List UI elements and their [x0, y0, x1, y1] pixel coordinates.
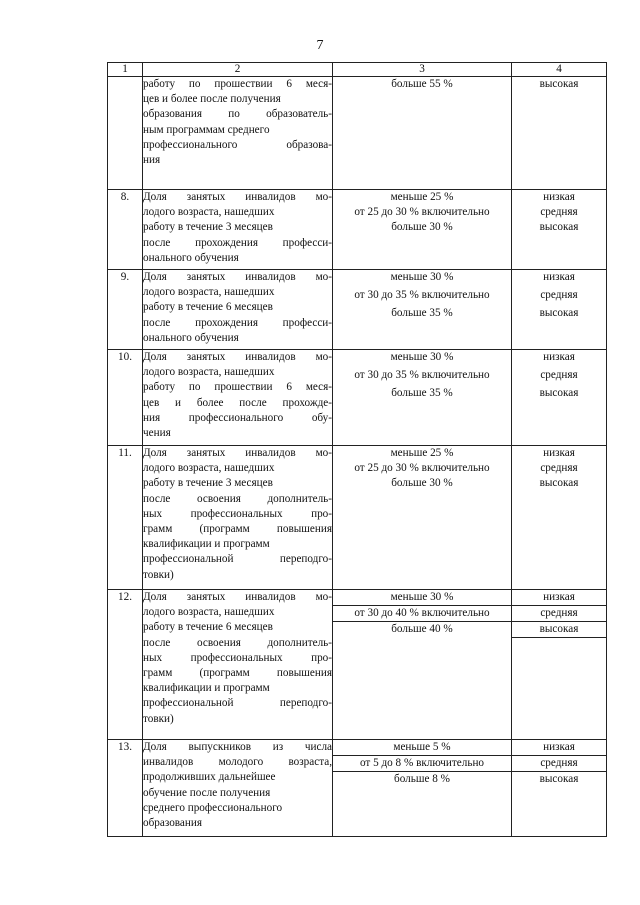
row-values	[333, 590, 512, 740]
header-col-3: 3	[333, 63, 512, 77]
value-text: от 30 до 35 % включительно	[354, 369, 490, 382]
desc-line: ным программам среднего	[143, 123, 270, 136]
table-row	[108, 77, 607, 190]
row-description	[143, 77, 333, 190]
desc-line: Доля занятых инвалидов мо-	[143, 591, 332, 603]
row-description	[143, 350, 333, 446]
desc-line: образования	[143, 817, 203, 830]
desc-line: профессиональной переподго-	[143, 697, 332, 710]
level-text: средняя	[540, 206, 578, 219]
desc-line: обучение после получения	[143, 786, 271, 799]
row-number: 13.	[108, 740, 143, 837]
table-row	[108, 740, 607, 837]
table-header-row	[108, 63, 607, 77]
level-text: высокая	[539, 773, 579, 785]
desc-line: онального обучения	[143, 251, 239, 264]
desc-line: после прохождения професси-	[143, 236, 332, 249]
row-number: 10.	[108, 350, 143, 446]
desc-line: лодого возраста, нашедших	[143, 206, 275, 219]
desc-line: ных профессиональных про-	[143, 507, 332, 520]
level-text: низкая	[543, 191, 575, 203]
row-number	[108, 77, 143, 190]
level-text: низкая	[512, 590, 606, 606]
value-text: от 5 до 8 % включительно	[333, 756, 511, 772]
desc-line: цев и более после получения	[143, 93, 281, 106]
desc-line: грамм (программ повышения	[143, 523, 332, 536]
header-col-1: 1	[108, 63, 143, 77]
desc-line: работу в течение 6 месяцев	[143, 621, 273, 634]
desc-line: лодого возраста, нашедших	[143, 606, 275, 619]
row-levels	[512, 270, 607, 350]
row-description	[143, 590, 333, 740]
row-description	[143, 740, 333, 837]
value-text: меньше 25 %	[390, 191, 454, 203]
indicator-table	[107, 62, 607, 837]
desc-line: после освоения дополнитель-	[143, 636, 332, 649]
row-values	[333, 740, 512, 837]
level-text: высокая	[539, 387, 579, 400]
desc-line: лодого возраста, нашедших	[143, 286, 275, 299]
value-text: от 30 до 40 % включительно	[333, 606, 511, 622]
value-text: меньше 30 %	[333, 590, 511, 606]
desc-line: работу по прошествии 6 меся-	[143, 78, 332, 90]
desc-line: работу в течение 3 месяцев	[143, 221, 273, 234]
row-values	[333, 77, 512, 190]
desc-line: грамм (программ повышения	[143, 667, 332, 680]
desc-line: Доля занятых инвалидов мо-	[143, 351, 332, 363]
table-row	[108, 270, 607, 350]
desc-line: продолживших дальнейшее	[143, 771, 276, 784]
value-text: больше 30 %	[391, 477, 453, 490]
table-row	[108, 590, 607, 740]
desc-line: товки)	[143, 712, 174, 725]
level-text: средняя	[540, 369, 578, 382]
level-text: высокая	[539, 78, 579, 90]
level-text: средняя	[512, 756, 606, 772]
level-text: высокая	[512, 622, 606, 638]
desc-line: лодого возраста, нашедших	[143, 366, 275, 379]
desc-line: профессиональной переподго-	[143, 553, 332, 566]
desc-line: профессионального образова-	[143, 138, 332, 151]
row-number: 12.	[108, 590, 143, 740]
level-text: высокая	[539, 477, 579, 490]
desc-line: среднего профессионального	[143, 801, 283, 814]
value-text: больше 35 %	[391, 307, 453, 320]
header-col-2: 2	[143, 63, 333, 77]
row-description	[143, 270, 333, 350]
value-text: меньше 30 %	[390, 351, 454, 363]
desc-line: после освоения дополнитель-	[143, 492, 332, 505]
level-text: средняя	[540, 289, 578, 302]
level-text: низкая	[512, 740, 606, 756]
value-text: меньше 25 %	[390, 447, 454, 459]
level-text: средняя	[540, 462, 578, 475]
desc-line: квалификации и программ	[143, 538, 270, 551]
value-text: больше 30 %	[391, 221, 453, 234]
row-levels	[512, 190, 607, 270]
desc-line: товки)	[143, 568, 174, 581]
row-description	[143, 190, 333, 270]
value-text: от 30 до 35 % включительно	[354, 289, 490, 302]
value-text: больше 8 %	[394, 773, 450, 785]
level-text: средняя	[512, 606, 606, 622]
page-number: 7	[316, 38, 324, 53]
row-levels	[512, 590, 607, 740]
row-levels	[512, 446, 607, 590]
value-text: больше 40 %	[391, 623, 453, 635]
desc-line: инвалидов молодого возраста,	[143, 756, 332, 769]
value-text: больше 55 %	[391, 78, 453, 90]
desc-line: чения	[143, 427, 171, 440]
level-text: низкая	[543, 271, 575, 283]
row-number: 11.	[108, 446, 143, 590]
row-values	[333, 190, 512, 270]
value-text: меньше 30 %	[390, 271, 454, 283]
desc-line: лодого возраста, нашедших	[143, 462, 275, 475]
desc-line: Доля выпускников из числа	[143, 741, 332, 753]
table-row	[108, 446, 607, 590]
desc-line: образования по образователь-	[143, 108, 332, 121]
desc-line: работу в течение 3 месяцев	[143, 477, 273, 490]
level-text: высокая	[539, 307, 579, 320]
table-row	[108, 350, 607, 446]
value-text: меньше 5 %	[333, 740, 511, 756]
desc-line: Доля занятых инвалидов мо-	[143, 447, 332, 459]
row-description	[143, 446, 333, 590]
level-text: высокая	[539, 221, 579, 234]
desc-line: онального обучения	[143, 331, 239, 344]
desc-line: цев и более после прохожде-	[143, 396, 332, 409]
value-text: от 25 до 30 % включительно	[354, 206, 490, 219]
value-text: больше 35 %	[391, 387, 453, 400]
desc-line: квалификации и программ	[143, 682, 270, 695]
value-text: от 25 до 30 % включительно	[354, 462, 490, 475]
desc-line: ных профессиональных про-	[143, 651, 332, 664]
level-text: низкая	[543, 447, 575, 459]
level-text: низкая	[543, 351, 575, 363]
row-levels	[512, 740, 607, 837]
table-row	[108, 190, 607, 270]
desc-line: работу по прошествии 6 меся-	[143, 381, 332, 394]
row-number: 8.	[108, 190, 143, 270]
desc-line: Доля занятых инвалидов мо-	[143, 271, 332, 283]
desc-line: работу в течение 6 месяцев	[143, 301, 273, 314]
row-levels	[512, 350, 607, 446]
header-col-4: 4	[512, 63, 607, 77]
desc-line: ния профессионального обу-	[143, 411, 332, 424]
row-number: 9.	[108, 270, 143, 350]
desc-line: Доля занятых инвалидов мо-	[143, 191, 332, 203]
row-values	[333, 350, 512, 446]
row-values	[333, 446, 512, 590]
row-levels	[512, 77, 607, 190]
desc-line: ния	[143, 154, 161, 167]
row-values	[333, 270, 512, 350]
desc-line: после прохождения професси-	[143, 316, 332, 329]
